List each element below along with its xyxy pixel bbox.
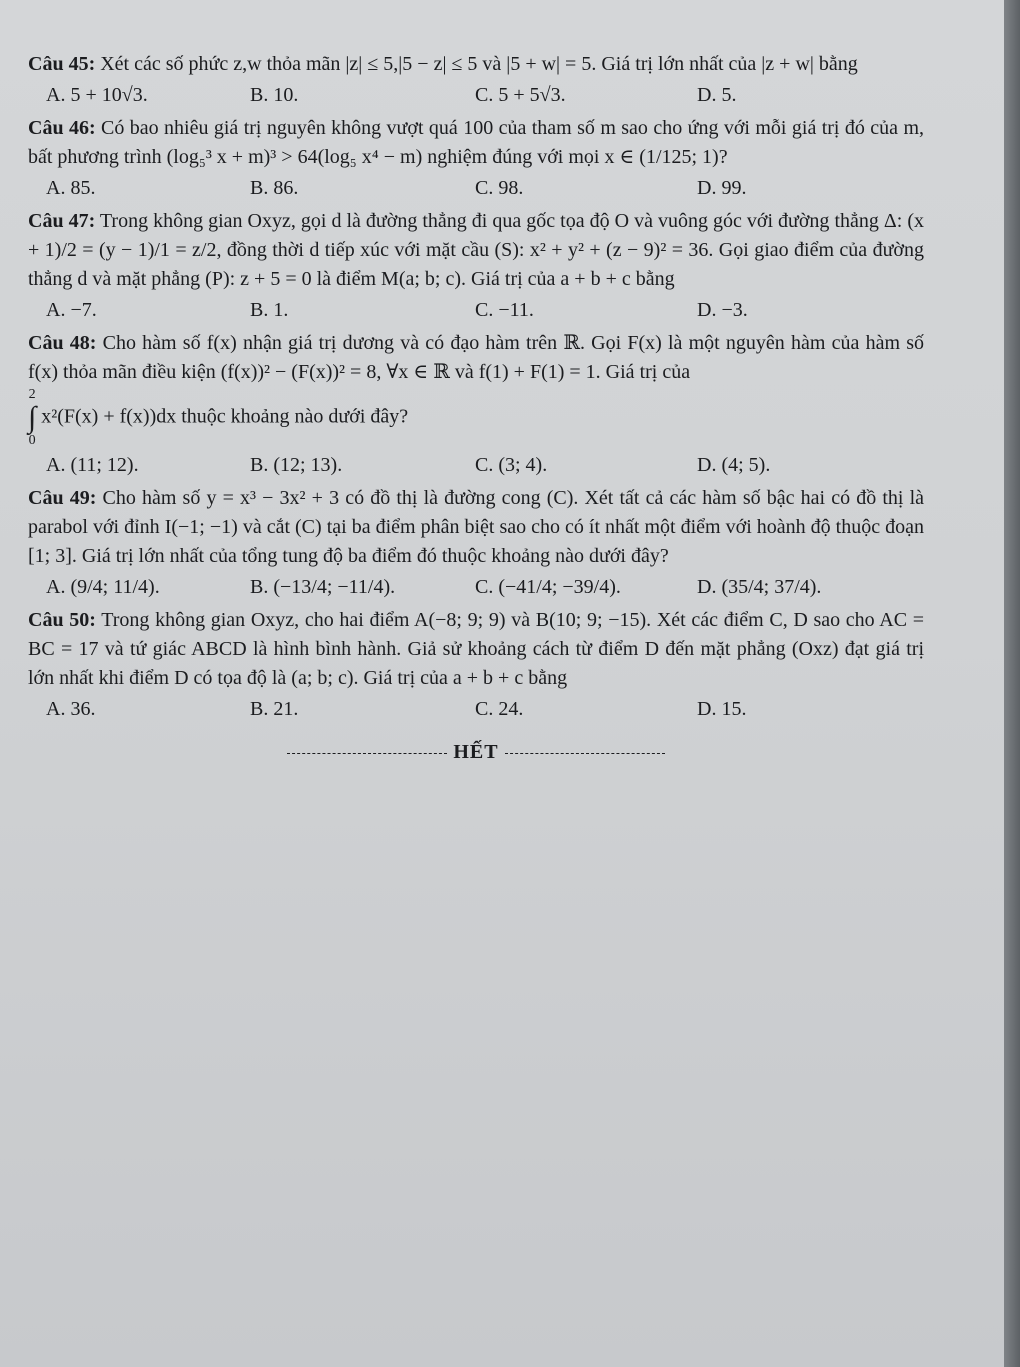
question-stem: Cho hàm số f(x) nhận giá trị dương và có đạo hàm trên ℝ. Gọi F(x) là một nguyên hàm của hàm số f(x) thỏa mãn điều kiện (f(x))² − (F(x))² = 8, ∀x ∈ ℝ và f(1) + F(1) = 1. Giá trị của — [28, 332, 924, 383]
question-47 — [28, 207, 924, 325]
option-a: A. 5 + 10√3. — [46, 84, 148, 106]
answer-options — [28, 573, 924, 602]
option-c: C. 24. — [475, 698, 524, 720]
question-label: Câu 50: — [28, 609, 96, 631]
question-stem: Xét các số phức z,w thỏa mãn |z| ≤ 5,|5 − z| ≤ 5 và |5 + w| = 5. Giá trị lớn nhất của |z + w| bằng — [100, 53, 858, 75]
option-c: C. (3; 4). — [475, 454, 548, 476]
option-b: B. 1. — [250, 299, 289, 321]
option-a: A. (9/4; 11/4). — [46, 576, 160, 598]
option-c: C. (−41/4; −39/4). — [475, 576, 621, 598]
question-label: Câu 49: — [28, 487, 97, 509]
option-d: D. (4; 5). — [697, 454, 771, 476]
question-48 — [28, 329, 924, 480]
question-45 — [28, 50, 924, 110]
option-d: D. (35/4; 37/4). — [697, 576, 822, 598]
option-d: D. 5. — [697, 84, 737, 106]
option-d: D. 15. — [697, 698, 747, 720]
paper-edge — [1004, 0, 1020, 1367]
question-stem: Trong không gian Oxyz, gọi d là đường thẳng đi qua gốc tọa độ O và vuông góc với đường thẳng Δ: (x + 1)/2 = (y − 1)/1 = z/2, đồng thời d tiếp xúc với mặt cầu (S): x² + y² + (z − 9)² = 36. Gọi giao điểm của đường thẳng d và mặt phẳng (P): z + 5 = 0 là điểm M(a; b; c). Giá trị của a + b + c bằng — [28, 210, 924, 290]
question-label: Câu 46: — [28, 117, 96, 139]
question-46 — [28, 114, 924, 203]
option-a: A. 85. — [46, 177, 96, 199]
option-d: D. 99. — [697, 177, 747, 199]
question-label: Câu 47: — [28, 210, 96, 232]
divider — [505, 753, 665, 754]
end-text: HẾT — [453, 741, 499, 763]
integral-line — [28, 387, 924, 449]
option-b: B. 10. — [250, 84, 299, 106]
question-stem: Trong không gian Oxyz, cho hai điểm A(−8; 9; 9) và B(10; 9; −15). Xét các điểm C, D sao cho AC = BC = 17 và tứ giác ABCD là hình bình hành. Giả sử khoảng cách từ điểm D đến mặt phẳng (Oxz) đạt giá trị lớn nhất khi điểm D có tọa độ là (a; b; c). Giá trị của a + b + c bằng — [28, 609, 924, 689]
option-c: C. −11. — [475, 299, 534, 321]
question-50 — [28, 606, 924, 724]
question-49 — [28, 484, 924, 602]
question-stem: Cho hàm số y = x³ − 3x² + 3 có đồ thị là đường cong (C). Xét tất cả các hàm số bậc hai có đồ thị là parabol với đỉnh I(−1; −1) và cắt (C) tại ba điểm phân biệt sao cho có ít nhất một điểm với hoành độ thuộc đoạn [1; 3]. Giá trị lớn nhất của tổng tung độ ba điểm đó thuộc khoảng nào dưới đây? — [28, 487, 925, 567]
option-c: C. 98. — [475, 177, 524, 199]
option-d: D. −3. — [697, 299, 748, 321]
answer-options — [28, 174, 924, 203]
integral-symbol: 2 ∫ 0 — [28, 387, 37, 448]
option-a: A. (11; 12). — [46, 454, 139, 476]
integral-body: x²(F(x) + f(x))dx thuộc khoảng nào dưới đây? — [41, 405, 409, 428]
option-a: A. −7. — [46, 299, 97, 321]
exam-content — [28, 50, 924, 767]
option-b: B. (12; 13). — [250, 454, 343, 476]
option-a: A. 36. — [46, 698, 96, 720]
divider — [287, 753, 447, 754]
question-stem: Có bao nhiêu giá trị nguyên không vượt quá 100 của tham số m sao cho ứng với mỗi giá trị đó của m, bất phương trình (log₅³ x + m)³ > 64(log₅ x⁴ − m) nghiệm đúng với mọi x ∈ (1/125; 1)? — [28, 117, 924, 168]
integral-upper-limit: 2 — [28, 387, 36, 402]
option-b: B. 86. — [250, 177, 299, 199]
answer-options — [28, 81, 924, 110]
option-b: B. (−13/4; −11/4). — [250, 576, 396, 598]
end-marker — [28, 738, 924, 767]
answer-options — [28, 451, 924, 480]
question-label: Câu 45: — [28, 53, 96, 75]
answer-options — [28, 296, 924, 325]
option-c: C. 5 + 5√3. — [475, 84, 566, 106]
answer-options — [28, 695, 924, 724]
question-label: Câu 48: — [28, 332, 97, 354]
option-b: B. 21. — [250, 698, 299, 720]
integral-lower-limit: 0 — [28, 433, 36, 448]
